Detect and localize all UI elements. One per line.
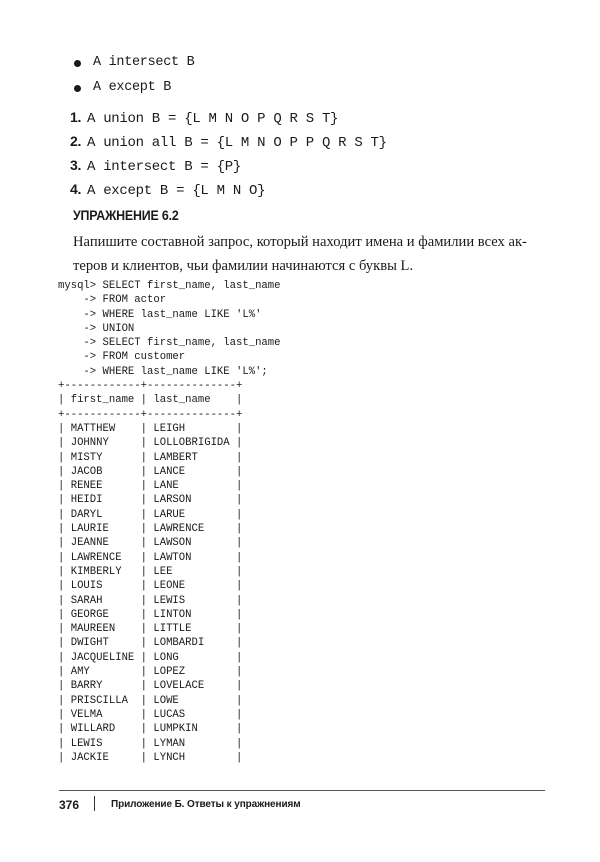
bullet-text: A intersect B bbox=[93, 55, 195, 70]
code-line: | LAWRENCE | LAWTON | bbox=[58, 551, 243, 564]
list-item bbox=[70, 52, 194, 77]
code-line: | MISTY | LAMBERT | bbox=[58, 451, 243, 464]
running-footer: Приложение Б. Ответы к упражнениям bbox=[111, 799, 301, 810]
code-line: -> FROM customer bbox=[58, 351, 186, 364]
code-line: | JEANNE | LAWSON | bbox=[58, 537, 243, 550]
code-line: | LOUIS | LEONE | bbox=[58, 580, 243, 593]
code-line: | DWIGHT | LOMBARDI | bbox=[58, 637, 243, 650]
list-item bbox=[70, 154, 387, 178]
page-number: 376 bbox=[59, 798, 80, 812]
code-line: | LAURIE | LAWRENCE | bbox=[58, 523, 243, 536]
code-line: | first_name | last_name | bbox=[58, 394, 243, 407]
answer-text: A union all B = {L M N O P P Q R S T} bbox=[87, 135, 387, 151]
answer-number: 2. bbox=[70, 133, 82, 149]
bullet-icon bbox=[74, 60, 81, 67]
exercise-text bbox=[73, 230, 553, 278]
code-listing bbox=[58, 279, 281, 765]
code-line: | LEWIS | LYMAN | bbox=[58, 737, 243, 750]
list-item bbox=[70, 178, 387, 202]
bullet-list bbox=[70, 52, 194, 102]
code-line: -> WHERE last_name LIKE 'L%'; bbox=[58, 365, 268, 378]
code-line: | JACQUELINE | LONG | bbox=[58, 651, 243, 664]
code-line: -> UNION bbox=[58, 322, 135, 335]
code-line: | RENEE | LANE | bbox=[58, 480, 243, 493]
answer-number: 3. bbox=[70, 157, 82, 173]
answer-number: 4. bbox=[70, 181, 82, 197]
code-line: -> FROM actor bbox=[58, 294, 167, 307]
answer-text: A union B = {L M N O P Q R S T} bbox=[87, 111, 339, 127]
code-line: | DARYL | LARUE | bbox=[58, 508, 243, 521]
code-line: | HEIDI | LARSON | bbox=[58, 494, 243, 507]
code-line: | PRISCILLA | LOWE | bbox=[58, 694, 243, 707]
code-line: | JACKIE | LYNCH | bbox=[58, 751, 243, 764]
exercise-text-line: теров и клиентов, чьи фамилии начинаются с буквы L. bbox=[73, 258, 414, 274]
bullet-text: A except B bbox=[93, 80, 172, 95]
code-line: -> SELECT first_name, last_name bbox=[58, 337, 281, 350]
bullet-icon bbox=[74, 85, 81, 92]
code-line: +------------+--------------+ bbox=[58, 408, 243, 421]
code-line: | AMY | LOPEZ | bbox=[58, 666, 243, 679]
code-line: +------------+--------------+ bbox=[58, 380, 243, 393]
code-line: | JOHNNY | LOLLOBRIGIDA | bbox=[58, 437, 243, 450]
code-line: mysql> SELECT first_name, last_name bbox=[58, 280, 281, 292]
list-item bbox=[70, 106, 387, 130]
code-line: | GEORGE | LINTON | bbox=[58, 608, 243, 621]
footer-divider bbox=[59, 790, 545, 791]
answer-number: 1. bbox=[70, 109, 82, 125]
code-line: | WILLARD | LUMPKIN | bbox=[58, 723, 243, 736]
list-item bbox=[70, 130, 387, 154]
answer-list bbox=[70, 106, 387, 202]
footer-separator bbox=[94, 796, 95, 811]
code-line: | SARAH | LEWIS | bbox=[58, 594, 243, 607]
code-line: | JACOB | LANCE | bbox=[58, 465, 243, 478]
code-line: | MAUREEN | LITTLE | bbox=[58, 623, 243, 636]
code-line: -> WHERE last_name LIKE 'L%' bbox=[58, 308, 262, 321]
answer-text: A except B = {L M N O} bbox=[87, 183, 266, 199]
code-line: | MATTHEW | LEIGH | bbox=[58, 422, 243, 435]
list-item bbox=[70, 77, 194, 102]
code-line: | KIMBERLY | LEE | bbox=[58, 565, 243, 578]
exercise-text-line: Напишите составной запрос, который находит имена и фамилии всех ак- bbox=[73, 234, 527, 250]
code-line: | BARRY | LOVELACE | bbox=[58, 680, 243, 693]
exercise-title: УПРАЖНЕНИЕ 6.2 bbox=[73, 208, 179, 223]
answer-text: A intersect B = {P} bbox=[87, 159, 241, 175]
code-line: | VELMA | LUCAS | bbox=[58, 708, 243, 721]
